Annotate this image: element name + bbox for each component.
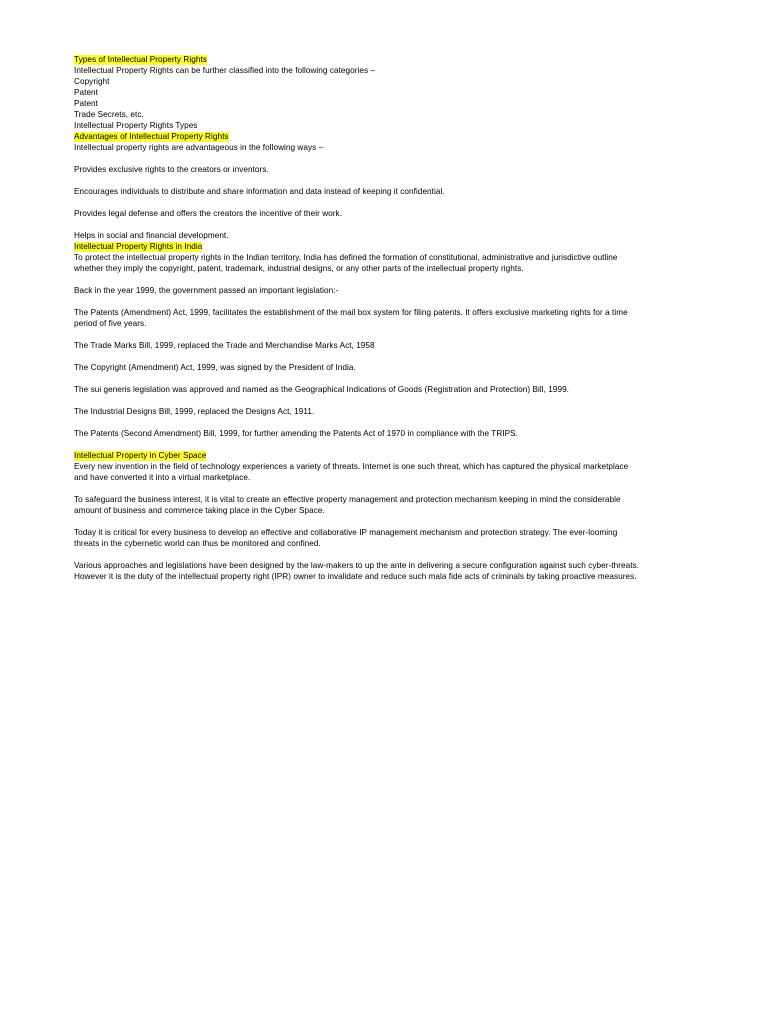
blank-line [74, 296, 714, 307]
list-item: Copyright [74, 77, 110, 86]
trade-marks-bill: The Trade Marks Bill, 1999, replaced the Trade and Merchandise Marks Act, 1958 [74, 341, 375, 350]
types-intro: Intellectual Property Rights can be further classified into the following categories – [74, 66, 376, 75]
cyber-paragraph-line: Today it is critical for every business to develop an effective and collaborative IP management mechanism and protection strategy. The ever-looming [74, 528, 618, 537]
blank-line [74, 197, 714, 208]
india-intro-line: To protect the intellectual property rights in the Indian territory, India has defined the formation of constitutional, administrative and jurisdictive outline [74, 253, 618, 262]
highlight-advantages-heading: Advantages of Intellectual Property Rights [74, 132, 229, 141]
advantage-point: Provides legal defense and offers the creators the incentive of their work. [74, 209, 343, 218]
cyber-paragraph-line: Various approaches and legislations have been designed by the law-makers to up the ante in delivering a secure configuration against such cyber-threats. [74, 561, 639, 570]
list-item: Intellectual Property Rights Types [74, 121, 198, 130]
cyber-paragraph-line: threats in the cybernetic world can thus be monitored and confined. [74, 539, 321, 548]
section-heading-types [74, 54, 714, 65]
list-item: Trade Secrets, etc. [74, 110, 144, 119]
patents-second-amendment: The Patents (Second Amendment) Bill, 1999, for further amending the Patents Act of 1970 in compliance with the TRIPS. [74, 429, 518, 438]
industrial-designs-bill: The Industrial Designs Bill, 1999, replaced the Designs Act, 1911. [74, 407, 315, 416]
section-heading-india [74, 241, 714, 252]
blank-line [74, 373, 714, 384]
cyber-paragraph-line: amount of business and commerce taking place in the Cyber Space. [74, 506, 325, 515]
cyber-paragraph-line: To safeguard the business interest, it is vital to create an effective property management and protection mechanism keeping in mind the considerable [74, 495, 621, 504]
document-page [74, 54, 714, 582]
legislation-year-line: Back in the year 1999, the government passed an important legislation:- [74, 286, 339, 295]
patents-act-line: period of five years. [74, 319, 147, 328]
blank-line [74, 274, 714, 285]
sui-generis-legislation: The sui generis legislation was approved and named as the Geographical Indications of Goods (Registration and Protection) Bill, 1999. [74, 385, 569, 394]
blank-line [74, 516, 714, 527]
advantage-point: Encourages individuals to distribute and share information and data instead of keeping it confidential. [74, 187, 445, 196]
advantage-point: Helps in social and financial development. [74, 231, 229, 240]
highlight-types-heading: Types of Intellectual Property Rights [74, 55, 207, 64]
highlight-cyber-heading: Intellectual Property in Cyber Space [74, 451, 207, 460]
india-intro-line: whether they imply the copyright, patent, trademark, industrial designs, or any other parts of the intellectual property rights. [74, 264, 524, 273]
advantage-point: Provides exclusive rights to the creators or inventors. [74, 165, 269, 174]
patents-act-line: The Patents (Amendment) Act, 1999, facilitates the establishment of the mail box system for filing patents. It offers exclusive marketing rights for a time [74, 308, 628, 317]
cyber-paragraph-line: and have converted it into a virtual marketplace. [74, 473, 251, 482]
blank-line [74, 439, 714, 450]
blank-line [74, 395, 714, 406]
highlight-india-heading: Intellectual Property Rights in India [74, 242, 203, 251]
section-heading-advantages [74, 131, 714, 142]
list-item: Patent [74, 88, 98, 97]
cyber-paragraph-line: Every new invention in the field of technology experiences a variety of threats. Internet is one such threat, which has captured the physical marketplace [74, 462, 629, 471]
blank-line [74, 351, 714, 362]
blank-line [74, 153, 714, 164]
blank-line [74, 219, 714, 230]
section-heading-cyber [74, 450, 714, 461]
copyright-act: The Copyright (Amendment) Act, 1999, was signed by the President of India. [74, 363, 356, 372]
blank-line [74, 549, 714, 560]
cyber-paragraph-line: However it is the duty of the intellectual property right (IPR) owner to invalidate and reduce such mala fide acts of criminals by taking proactive measures. [74, 572, 637, 581]
advantages-intro: Intellectual property rights are advantageous in the following ways – [74, 143, 324, 152]
blank-line [74, 417, 714, 428]
blank-line [74, 175, 714, 186]
blank-line [74, 329, 714, 340]
blank-line [74, 483, 714, 494]
list-item: Patent [74, 99, 98, 108]
